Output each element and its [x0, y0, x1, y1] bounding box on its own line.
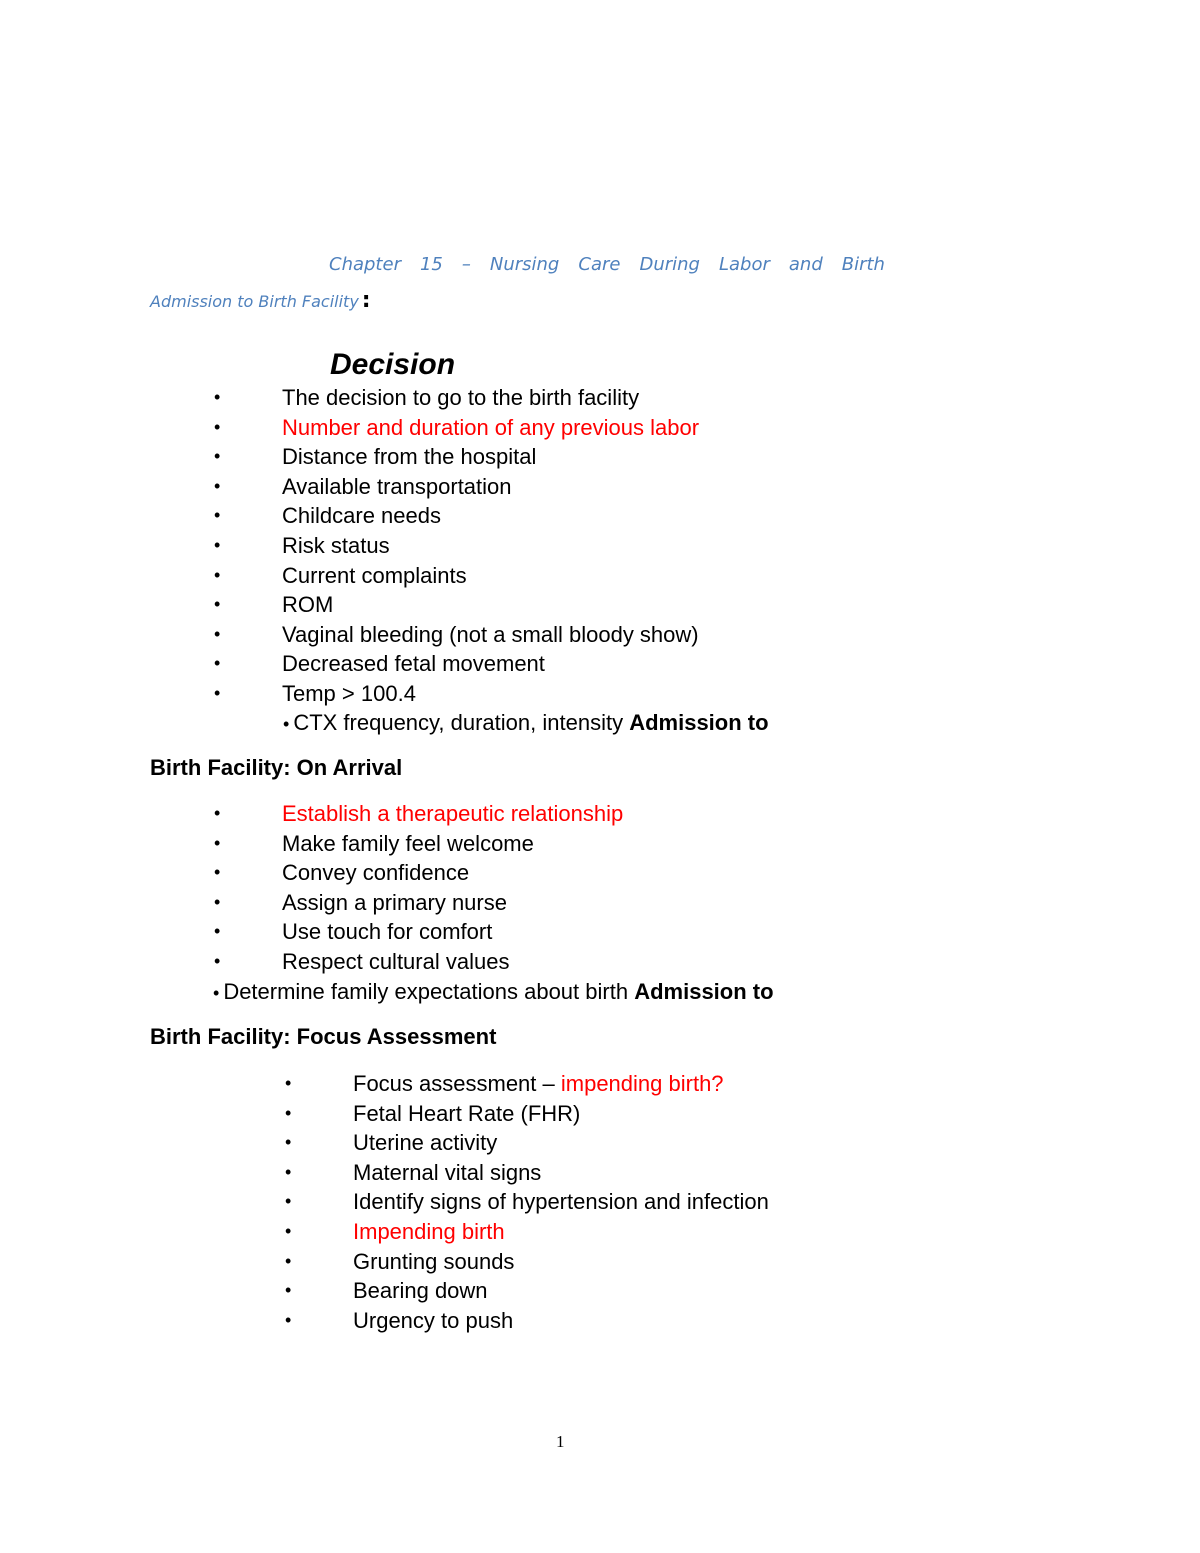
bullet-dot: •	[283, 714, 290, 734]
list-item	[214, 383, 699, 413]
bullet-dot: •	[214, 387, 221, 407]
list-item	[214, 442, 699, 472]
section-heading-start: Admission to	[634, 979, 774, 1004]
list-item-text: Focus assessment –	[353, 1071, 561, 1096]
list-item	[285, 1187, 769, 1217]
title-word: Care	[578, 254, 621, 275]
list-item-text: Urgency to push	[353, 1307, 514, 1333]
list-item	[214, 590, 699, 620]
list-item	[285, 1247, 769, 1277]
on-arrival-list	[214, 799, 624, 977]
decision-last-item-text: CTX frequency, duration, intensity	[293, 710, 624, 735]
list-item	[285, 1306, 769, 1336]
on-arrival-heading: Birth Facility: On Arrival	[150, 755, 403, 780]
list-item-text: Childcare needs	[282, 503, 441, 529]
list-item	[214, 413, 700, 443]
decision-list	[214, 383, 700, 709]
bullet-dot: •	[214, 891, 221, 912]
title-word: Birth	[841, 254, 885, 275]
list-item-text: Impending birth	[353, 1218, 505, 1244]
list-item-text: Use touch for comfort	[282, 919, 493, 945]
list-item	[285, 1099, 769, 1129]
list-item	[214, 947, 623, 977]
bullet-dot: •	[214, 446, 221, 467]
bullet-dot: •	[214, 950, 221, 971]
bullet-dot: •	[214, 653, 221, 674]
list-item	[214, 649, 699, 679]
list-item	[214, 620, 699, 650]
bullet-dot: •	[285, 1250, 292, 1271]
title-word: Chapter	[329, 254, 401, 275]
title-word: During	[639, 254, 700, 275]
list-item-text: Identify signs of hypertension and infection	[353, 1189, 769, 1215]
list-item	[214, 679, 699, 709]
list-item-text: Establish a therapeutic relationship	[282, 801, 624, 826]
decision-last-item	[283, 708, 769, 738]
list-item	[214, 858, 623, 888]
bullet-dot: •	[285, 1161, 292, 1182]
list-item-text: Make family feel welcome	[282, 830, 534, 856]
list-item-text: Respect cultural values	[282, 948, 510, 974]
bullet-dot: •	[285, 1191, 292, 1212]
bullet-dot: •	[214, 594, 221, 615]
bullet-dot: •	[213, 983, 220, 1003]
on-arrival-last-item-text: Determine family expectations about birth	[223, 979, 629, 1004]
bullet-dot: •	[214, 505, 221, 526]
bullet-dot: •	[214, 416, 221, 437]
list-item-text: Number and duration of any previous labor	[282, 414, 700, 440]
bullet-dot: •	[214, 475, 221, 496]
list-item-text: Distance from the hospital	[282, 444, 537, 470]
list-item	[214, 501, 699, 531]
title-word: 15	[419, 254, 443, 275]
list-item-text: Bearing down	[353, 1278, 488, 1304]
list-item	[214, 531, 699, 561]
list-item-text: Available transportation	[282, 473, 512, 499]
on-arrival-last-item	[213, 977, 774, 1007]
list-item-text: The decision to go to the birth facility	[282, 385, 640, 410]
decision-heading: Decision	[330, 348, 456, 381]
bullet-dot: •	[285, 1309, 292, 1330]
subtitle	[150, 288, 371, 313]
section-heading-start: Admission to	[629, 710, 769, 735]
title-word: and	[788, 254, 823, 275]
chapter-title	[329, 254, 904, 275]
bullet-dot: •	[214, 862, 221, 883]
bullet-dot: •	[285, 1132, 292, 1153]
bullet-dot: •	[214, 832, 221, 853]
focus-assessment-list	[285, 1069, 769, 1335]
list-item	[214, 917, 623, 947]
list-item	[285, 1128, 769, 1158]
title-word: Labor	[718, 254, 770, 275]
list-item	[214, 472, 699, 502]
list-item-red-text: impending birth?	[560, 1071, 724, 1096]
bullet-dot: •	[285, 1220, 292, 1241]
bullet-dot: •	[214, 921, 221, 942]
list-item-text: Uterine activity	[353, 1130, 498, 1156]
list-item-text: Maternal vital signs	[353, 1159, 542, 1185]
list-item-text: Grunting sounds	[353, 1248, 515, 1274]
bullet-dot: •	[214, 564, 221, 585]
list-item-text: Current complaints	[282, 562, 467, 588]
subtitle-text: Admission to Birth Facility	[150, 292, 359, 311]
list-item-text: Vaginal bleeding (not a small bloody show)	[282, 621, 699, 647]
list-item-text: Temp > 100.4	[282, 680, 416, 706]
list-item-text: Fetal Heart Rate (FHR)	[353, 1100, 581, 1126]
bullet-dot: •	[214, 803, 221, 823]
list-item-text: Assign a primary nurse	[282, 889, 507, 915]
subtitle-colon: :	[361, 288, 371, 313]
list-item	[285, 1069, 769, 1099]
bullet-dot: •	[285, 1073, 292, 1093]
bullet-dot: •	[214, 623, 221, 644]
list-item	[214, 888, 623, 918]
bullet-dot: •	[285, 1280, 292, 1301]
focus-assessment-heading: Birth Facility: Focus Assessment	[150, 1024, 497, 1049]
bullet-dot: •	[214, 534, 221, 555]
bullet-dot: •	[285, 1102, 292, 1123]
list-item-text: Risk status	[282, 532, 390, 558]
title-word: –	[461, 254, 471, 275]
title-word: Nursing	[489, 254, 560, 275]
list-item-text: Convey confidence	[282, 860, 470, 886]
list-item	[214, 561, 699, 591]
list-item	[285, 1276, 769, 1306]
bullet-dot: •	[214, 682, 221, 703]
list-item-text: Decreased fetal movement	[282, 651, 545, 677]
list-item	[214, 799, 624, 829]
list-item-text: ROM	[282, 592, 334, 618]
page-number: 1	[556, 1432, 565, 1451]
list-item	[285, 1217, 769, 1247]
list-item	[214, 829, 623, 859]
list-item	[285, 1158, 769, 1188]
